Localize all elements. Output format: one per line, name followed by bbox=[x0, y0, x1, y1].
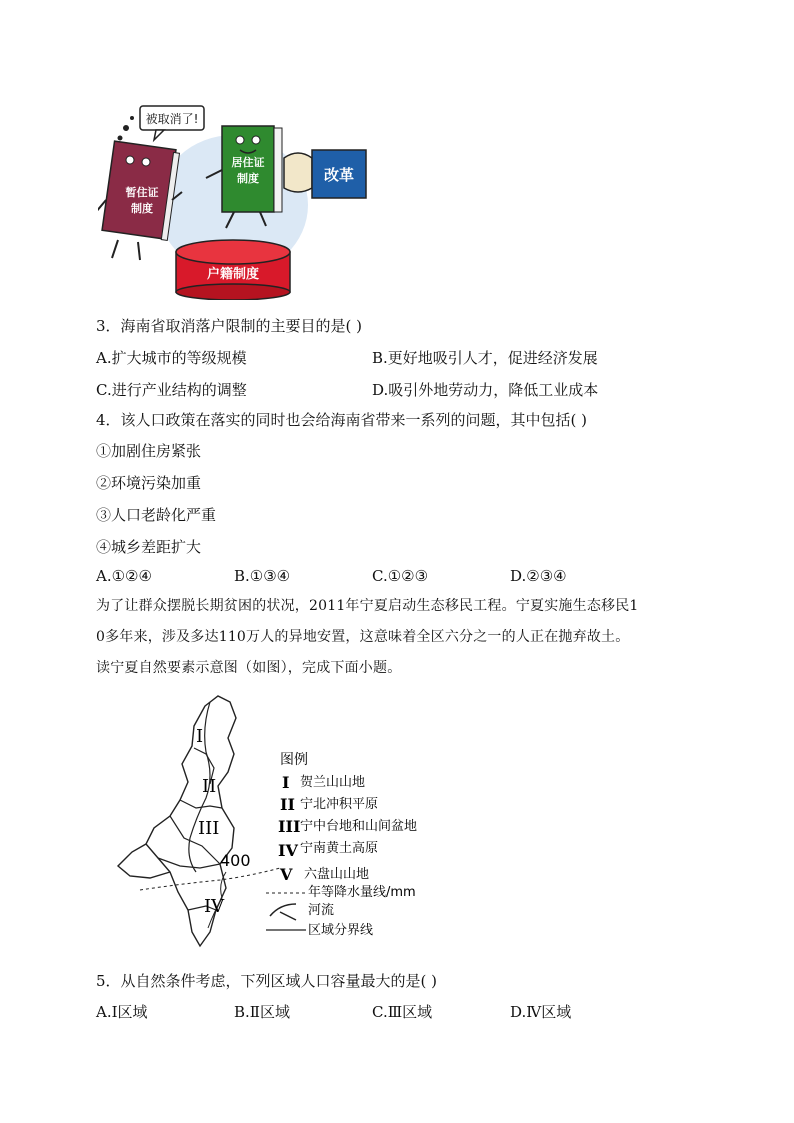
question-3-stem: 3．海南省取消落户限制的主要目的是( ) bbox=[96, 317, 363, 335]
isohyet-label: 400 bbox=[220, 851, 251, 870]
question-4-stem: 4．该人口政策在落实的同时也会给海南省带来一系列的问题，其中包括( ) bbox=[96, 411, 588, 429]
passage-line-2: 0多年来，涉及多达110万人的异地安置，这意味着全区六分之一的人正在抛弃故土。 bbox=[96, 629, 630, 645]
map-legend bbox=[266, 752, 417, 938]
q4-option-b: B.①③④ bbox=[234, 567, 291, 585]
svg-text:居住证: 居住证 bbox=[231, 156, 265, 169]
passage-line-3: 读宁夏自然要素示意图（如图），完成下面小题。 bbox=[96, 660, 402, 676]
q5-option-b: B.Ⅱ区域 bbox=[234, 1003, 290, 1021]
region-label-iv: IV bbox=[204, 896, 225, 917]
legend-symbol-4: IV bbox=[278, 841, 298, 860]
svg-text:户籍制度: 户籍制度 bbox=[206, 267, 260, 282]
question-5-stem: 5．从自然条件考虑，下列区域人口容量最大的是( ) bbox=[96, 972, 438, 990]
q3-option-d: D.吸引外地劳动力，降低工业成本 bbox=[372, 381, 599, 399]
q4-option-a: A.①②④ bbox=[96, 567, 152, 585]
region-label-i: I bbox=[196, 726, 204, 747]
svg-text:暂住证: 暂住证 bbox=[125, 186, 159, 199]
legend-text-5: 六盘山山地 bbox=[304, 867, 370, 882]
ningxia-natural-elements-map bbox=[110, 688, 440, 948]
region-label-iii: III bbox=[198, 818, 220, 839]
svg-text:改革: 改革 bbox=[323, 166, 355, 184]
q4-item-3: ③人口老龄化严重 bbox=[96, 506, 217, 524]
isohyet-400 bbox=[140, 868, 280, 890]
legend-symbol-3: III bbox=[278, 817, 301, 836]
legend-text-2: 宁北冲积平原 bbox=[300, 797, 379, 812]
q5-option-c: C.Ⅲ区域 bbox=[372, 1003, 433, 1021]
q4-item-2: ②环境污染加重 bbox=[96, 474, 202, 492]
q4-item-4: ④城乡差距扩大 bbox=[96, 538, 202, 556]
legend-symbol-5: V bbox=[280, 865, 293, 884]
legend-text-3: 宁中台地和山间盆地 bbox=[300, 819, 418, 834]
q4-option-d: D.②③④ bbox=[510, 567, 567, 585]
q5-option-a: A.Ⅰ区域 bbox=[96, 1003, 148, 1021]
q4-option-c: C.①②③ bbox=[372, 567, 429, 585]
q3-option-b: B.更好地吸引人才，促进经济发展 bbox=[372, 349, 598, 367]
passage-line-1: 为了让群众摆脱长期贫困的状况，2011年宁夏启动生态移民工程。宁夏实施生态移民1 bbox=[96, 598, 639, 614]
svg-text:制度: 制度 bbox=[237, 172, 259, 185]
legend-text-4: 宁南黄土高原 bbox=[300, 841, 379, 856]
q5-option-d: D.Ⅳ区域 bbox=[510, 1003, 572, 1021]
svg-text:制度: 制度 bbox=[131, 202, 153, 215]
reform-sign bbox=[284, 150, 366, 198]
legend-boundary-text: 区域分界线 bbox=[308, 923, 374, 938]
household-registration-drum bbox=[176, 240, 290, 300]
region-label-ii: II bbox=[202, 776, 217, 797]
q3-option-a: A.扩大城市的等级规模 bbox=[96, 349, 247, 367]
legend-symbol-1: I bbox=[282, 773, 290, 792]
household-registration-cartoon bbox=[98, 100, 368, 300]
q4-item-1: ①加剧住房紧张 bbox=[96, 442, 202, 460]
legend-isohyet-text: 年等降水量线/mm bbox=[308, 885, 416, 900]
legend-title: 图例 bbox=[280, 752, 308, 768]
q3-option-c: C.进行产业结构的调整 bbox=[96, 381, 247, 399]
legend-river-text: 河流 bbox=[308, 903, 335, 918]
legend-text-1: 贺兰山山地 bbox=[300, 775, 366, 790]
speech-text: 被取消了! bbox=[145, 112, 199, 126]
temporary-residence-book bbox=[98, 141, 182, 260]
legend-symbol-2: II bbox=[280, 795, 295, 814]
